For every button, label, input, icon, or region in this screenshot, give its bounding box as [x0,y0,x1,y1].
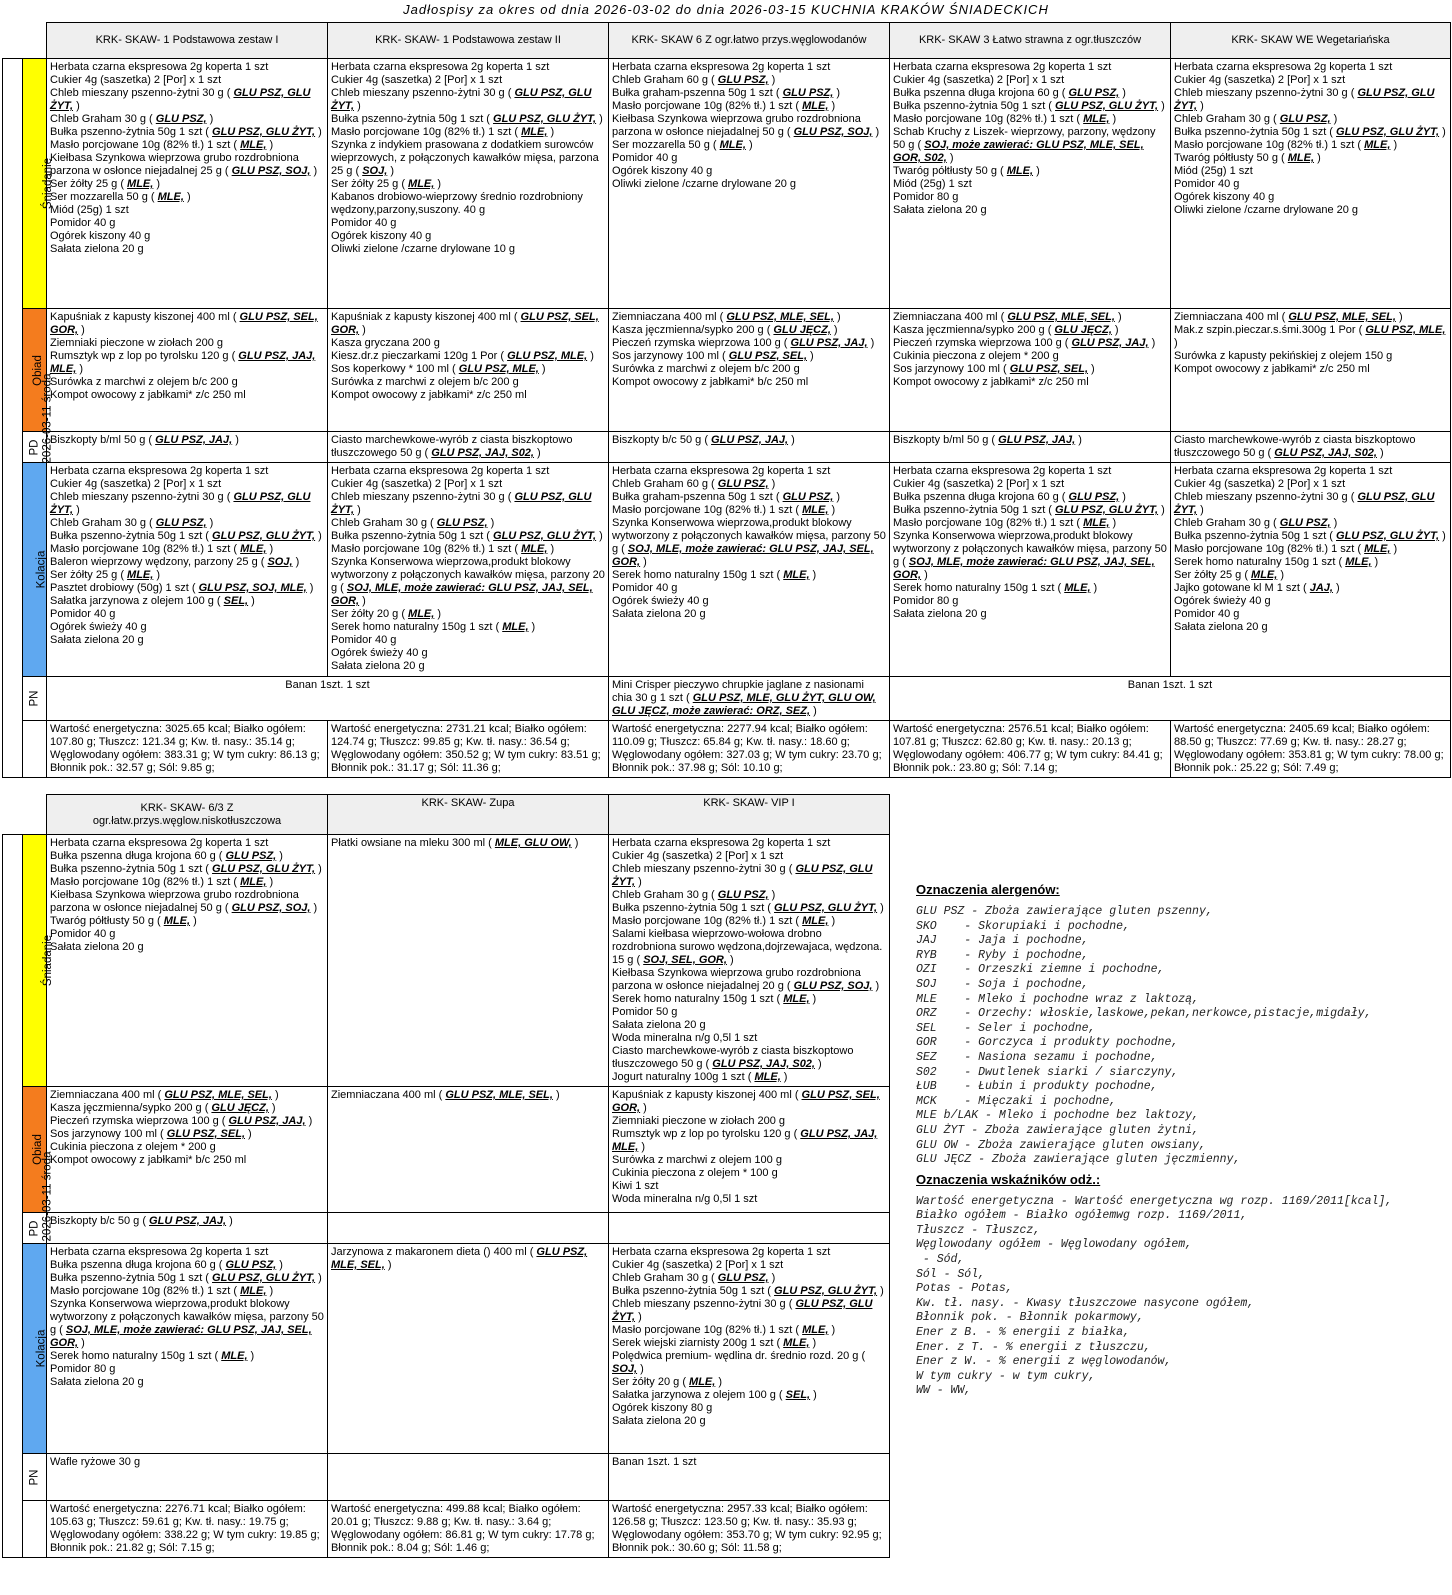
menu-line: Szynka z indykiem prasowana z dodatkiem surowców wieprzowych, z połączonych kawałków mięsa, parzona 25 g ( SOJ, ) [331,139,599,177]
menu-line: Bułka pszenno-żytnia 50g 1 szt ( GLU PSZ, GLU ŻYT, ) [50,126,322,138]
menu-line: Bułka pszenno-żytnia 50g 1 szt ( GLU PSZ, GLU ŻYT, ) [893,100,1165,112]
menu-line: Herbata czarna ekspresowa 2g koperta 1 szt [50,465,269,477]
menu-table-bottom [2,794,890,1558]
menu-line: Bułka pszenno-żytnia 50g 1 szt ( GLU PSZ, GLU ŻYT, ) [50,863,322,875]
menu-line: Masło porcjowane 10g (82% tł.) 1 szt ( MLE, ) [612,100,836,112]
menu-cell [47,1244,328,1454]
menu-line: Jogurt naturalny 100g 1 szt ( MLE, ) [612,1071,788,1083]
menu-line: Bułka pszenno-żytnia 50g 1 szt ( GLU PSZ, GLU ŻYT, ) [1174,530,1446,542]
menu-line: Baleron wieprzowy wędzony, parzony 25 g ( SOJ, ) [50,556,300,568]
menu-line: Ogórek kiszony 40 g [50,230,151,242]
menu-line: Pieczeń rzymska wieprzowa 100 g ( GLU PSZ, JAJ, ) [612,337,875,349]
menu-line: Mini Crisper pieczywo chrupkie jaglane z nasionami chia 30 g 1 szt ( GLU PSZ, MLE, GLU ŻYT, GLU OW, GLU JĘCZ, może zawierać: ORZ, SEZ, ) [612,679,876,717]
menu-line: Wartość energetyczna: 2276.71 kcal; Białko ogółem: 105.63 g; Tłuszcz: 59.61 g; Kw. tł. nasy.: 19.75 g; Węglowodany ogółem: 338.22 g; W tym cukry: 19.85 g; Błonnik pok.: 21.82 g; Sól: 7.15 g; [50,1503,320,1554]
menu-line: Ciasto marchewkowe-wyrób z ciasta biszkoptowo tłuszczowego 50 g ( GLU PSZ, JAJ, S02, ) [612,1045,854,1070]
menu-line: Pomidor 50 g [612,1006,678,1018]
menu-line: Twaróg półtłusty 50 g ( MLE, ) [893,165,1040,177]
menu-line: Pomidor 40 g [612,582,678,594]
menu-cell [890,677,1451,721]
menu-line: Sałata zielona 20 g [1174,621,1268,633]
menu-line: Wartość energetyczna: 2731.21 kcal; Białko ogółem: 124.74 g; Tłuszcz: 99.85 g; Kw. tł. nasy.: 36.54 g; Węglowodany ogółem: 350.52 g; W tym cukry: 83.51 g; Błonnik pok.: 31.17 g; Sól: 11.36 g; [331,723,601,774]
menu-line: Sałata zielona 20 g [331,660,425,672]
menu-line: Miód (25g) 1 szt [50,204,129,216]
menu-line: Masło porcjowane 10g (82% tł.) 1 szt ( MLE, ) [612,915,836,927]
menu-line: Ziemniaczana 400 ml ( GLU PSZ, MLE, SEL, ) [893,311,1122,323]
menu-line: Kasza jęczmienna/sypko 200 g ( GLU JĘCZ, ) [50,1102,276,1114]
menu-line: Polędwica premium- wędlina dr. średnio rozd. 20 g ( SOJ, ) [612,1350,866,1375]
menu-line: Chleb Graham 60 g ( GLU PSZ, ) [612,74,776,86]
menu-line: Herbata czarna ekspresowa 2g koperta 1 szt [612,61,831,73]
menu-cell [47,1454,328,1501]
menu-line: Pasztet drobiowy (50g) 1 szt ( GLU PSZ, SOJ, MLE, ) [50,582,314,594]
menu-cell [609,463,890,677]
menu-line: Cukinia pieczona z olejem * 100 g [612,1167,778,1179]
menu-line: Jajko gotowane kl M 1 szt ( JAJ, ) [1174,582,1340,594]
menu-line: Biszkopty b/c 50 g ( GLU PSZ, JAJ, ) [612,434,795,446]
menu-line: Wafle ryżowe 30 g [50,1456,141,1468]
menu-line: Pomidor 40 g [612,152,678,164]
menu-line: Surówka z marchwi z olejem b/c 200 g [50,376,238,388]
menu-line: Ogórek kiszony 40 g [331,230,432,242]
menu-line: Sałatka jarzynowa z olejem 100 g ( SEL, ) [612,1389,817,1401]
menu-line: Herbata czarna ekspresowa 2g koperta 1 szt [331,465,550,477]
meal-label-obiad: Obiad [23,1087,47,1213]
menu-cell [609,835,890,1087]
menu-line: Ziemniaczana 400 ml ( GLU PSZ, MLE, SEL, ) [612,311,841,323]
menu-cell [47,1087,328,1213]
menu-line: Banan 1szt. 1 szt [612,1456,697,1468]
menu-line: Pomidor 80 g [893,191,959,203]
menu-line: Cukier 4g (saszetka) 2 [Por] x 1 szt [893,478,1065,490]
menu-line: Herbata czarna ekspresowa 2g koperta 1 szt [1174,465,1393,477]
menu-line: Surówka z marchwi z olejem 100 g [612,1154,782,1166]
menu-line: Herbata czarna ekspresowa 2g koperta 1 szt [331,61,550,73]
menu-line: Bułka graham-pszenna 50g 1 szt ( GLU PSZ, ) [612,87,841,99]
menu-line: Banan 1szt. 1 szt [285,679,370,691]
menu-line: Kiełbasa Szynkowa wieprzowa grubo rozdrobniona parzona w osłonce niejadalnej 50 g ( GLU PSZ, SOJ, ) [612,113,880,138]
menu-line: Pomidor 80 g [893,595,959,607]
menu-line: Chleb mieszany pszenno-żytni 30 g ( GLU PSZ, GLU ŻYT, ) [50,491,311,516]
menu-line: Masło porcjowane 10g (82% tł.) 1 szt ( MLE, ) [50,1285,274,1297]
menu-cell [328,1244,609,1454]
menu-line: Schab Kruchy z Liszek- wieprzowy, parzony, wędzony 50 g ( SOJ, może zawierać: GLU PSZ, MLE, SEL, GOR, S02, ) [893,126,1156,164]
menu-line: Chleb mieszany pszenno-żytni 30 g ( GLU PSZ, GLU ŻYT, ) [331,491,592,516]
menu-line: Kompot owocowy z jabłkami* b/c 250 ml [612,376,809,388]
menu-cell [328,1087,609,1213]
menu-line: Herbata czarna ekspresowa 2g koperta 1 szt [612,1246,831,1258]
menu-cell [609,432,890,463]
menu-line: Kapuśniak z kapusty kiszonej 400 ml ( GLU PSZ, SEL, GOR, ) [612,1089,880,1114]
menu-line: Chleb Graham 30 g ( GLU PSZ, ) [50,517,214,529]
menu-line: Cukier 4g (saszetka) 2 [Por] x 1 szt [50,478,222,490]
menu-line: Herbata czarna ekspresowa 2g koperta 1 szt [50,61,269,73]
menu-line: Ser mozzarella 50 g ( MLE, ) [50,191,191,203]
menu-line: Surówka z marchwi z olejem b/c 200 g [612,363,800,375]
menu-line: Mak.z szpin.pieczar.s.śmi.300g 1 Por ( GLU PSZ, MLE, ) [1174,324,1446,349]
menu-line: Ogórek świeży 40 g [50,621,147,633]
menu-line: Chleb Graham 30 g ( GLU PSZ, ) [1174,517,1338,529]
menu-line: Ziemniaczana 400 ml ( GLU PSZ, MLE, SEL, ) [1174,311,1403,323]
menu-line: Bułka pszenno-żytnia 50g 1 szt ( GLU PSZ, GLU ŻYT, ) [331,113,603,125]
menu-line: Ogórek świeży 40 g [1174,595,1271,607]
menu-line: Bułka pszenno-żytnia 50g 1 szt ( GLU PSZ, GLU ŻYT, ) [612,902,884,914]
meal-label-sniadanie: Śniadanie [23,59,47,309]
menu-line: Salami kiełbasa wieprzowo-wołowa drobno rozdrobniona surowo wędzona,dojrzewajaca, wędzona. 15 g ( SOJ, SEL, GOR, ) [612,928,883,966]
menu-line: Cukier 4g (saszetka) 2 [Por] x 1 szt [50,74,222,86]
menu-line: Sos jarzynowy 100 ml ( GLU PSZ, SEL, ) [893,363,1095,375]
menu-cell [328,1213,609,1244]
menu-line: Pomidor 40 g [331,634,397,646]
menu-line: Kiwi 1 szt [612,1180,659,1192]
menu-line: Ciasto marchewkowe-wyrób z ciasta biszkoptowo tłuszczowego 50 g ( GLU PSZ, JAJ, S02, ) [331,434,573,459]
menu-line: Szynka Konserwowa wieprzowa,produkt blokowy wytworzony z połączonych kawałków mięsa, parzony 20 g ( SOJ, MLE, może zawierać: GLU PSZ, JAJ, SEL, GOR, ) [331,556,605,607]
menu-line: Bułka pszenno-żytnia 50g 1 szt ( GLU PSZ, GLU ŻYT, ) [331,530,603,542]
menu-line: Cukier 4g (saszetka) 2 [Por] x 1 szt [612,1259,784,1271]
menu-cell [47,309,328,432]
menu-line: Kiełbasa Szynkowa wieprzowa grubo rozdrobniona parzona w osłonce niejadalnej 50 g ( GLU PSZ, SOJ, ) [50,889,318,914]
menu-line: Chleb mieszany pszenno-żytni 30 g ( GLU PSZ, GLU ŻYT, ) [1174,491,1435,516]
date-label: 2026-03-11 środa [41,373,54,463]
menu-cell [890,309,1171,432]
menu-cell [609,1213,890,1244]
menu-line: Sałatka jarzynowa z olejem 100 g ( SEL, ) [50,595,255,607]
menu-line: Biszkopty b/ml 50 g ( GLU PSZ, JAJ, ) [50,434,239,446]
menu-line: Kiesz.dr.z pieczarkami 120g 1 Por ( GLU PSZ, MLE, ) [331,350,594,362]
menu-line: Rumsztyk wp z lop po tyrolsku 120 g ( GLU PSZ, JAJ, MLE, ) [612,1128,878,1153]
menu-line: Pomidor 40 g [1174,178,1240,190]
menu-line: Ser żółty 25 g ( MLE, ) [50,178,161,190]
menu-line: Serek homo naturalny 150g 1 szt ( MLE, ) [1174,556,1379,568]
menu-line: Cukier 4g (saszetka) 2 [Por] x 1 szt [612,850,784,862]
menu-line: Cukier 4g (saszetka) 2 [Por] x 1 szt [1174,74,1346,86]
menu-line: Płatki owsiane na mleku 300 ml ( MLE, GLU OW, ) [331,837,579,849]
diet-header: KRK- SKAW 3 Łatwo strawna z ogr.tłuszczów [890,23,1171,59]
diet-header: KRK- SKAW- 6/3 Z ogr.łatw.przys.węglow.niskotłuszczowa [47,795,328,835]
meal-label-pd: PD [23,1213,47,1244]
diet-header: KRK- SKAW- 1 Podstawowa zestaw I [47,23,328,59]
menu-line: Ziemniaki pieczone w ziołach 200 g [50,337,224,349]
menu-line: Biszkopty b/c 50 g ( GLU PSZ, JAJ, ) [50,1215,233,1227]
menu-line: Ogórek kiszony 80 g [612,1402,713,1414]
menu-line: Kiełbasa Szynkowa wieprzowa grubo rozdrobniona parzona w osłonce niejadalnej 20 g ( GLU PSZ, SOJ, ) [612,967,880,992]
menu-line: Pieczeń rzymska wieprzowa 100 g ( GLU PSZ, JAJ, ) [893,337,1156,349]
menu-line: Cukier 4g (saszetka) 2 [Por] x 1 szt [331,74,503,86]
menu-line: Wartość energetyczna: 2405.69 kcal; Białko ogółem: 88.50 g; Tłuszcz: 77.69 g; Kw. tł. nasy.: 28.27 g; Węglowodany ogółem: 353.81 g; W tym cukry: 78.00 g; Błonnik pok.: 25.22 g; Sól: 7.49 g; [1174,723,1444,774]
menu-cell [47,1213,328,1244]
menu-line: Ciasto marchewkowe-wyrób z ciasta biszkoptowo tłuszczowego 50 g ( GLU PSZ, JAJ, S02, ) [1174,434,1416,459]
menu-line: Herbata czarna ekspresowa 2g koperta 1 szt [1174,61,1393,73]
menu-line: Masło porcjowane 10g (82% tł.) 1 szt ( MLE, ) [331,126,555,138]
menu-line: Chleb mieszany pszenno-żytni 30 g ( GLU PSZ, GLU ŻYT, ) [612,863,873,888]
menu-line: Chleb Graham 30 g ( GLU PSZ, ) [331,517,495,529]
allergens-title: Oznaczenia alergenów: [916,882,1060,897]
menu-line: Kompot owocowy z jabłkami* z/c 250 ml [50,389,246,401]
nutrition-cell [47,721,328,778]
menu-line: Kompot owocowy z jabłkami* z/c 250 ml [1174,363,1370,375]
menu-line: Wartość energetyczna: 2277.94 kcal; Białko ogółem: 110.09 g; Tłuszcz: 65.84 g; Kw. tł. nasy.: 18.60 g; Węglowodany ogółem: 327.03 g; W tym cukry: 23.70 g; Błonnik pok.: 37.98 g; Sól: 10.10 g; [612,723,882,774]
menu-cell [609,59,890,309]
menu-line: Oliwki zielone /czarne drylowane 10 g [331,243,516,255]
allergens-list: GLU PSZ - Zboża zawierające gluten pszenny, SKO - Skorupiaki i pochodne, JAJ - Jaja i pochodne, RYB - Ryby i pochodne, OZI - Orzeszki ziemne i pochodne, SOJ - Soja i pochodne, MLE - Mleko i pochodne wraz z laktozą, ORZ - Orzechy: włoskie,laskowe,pekan,nerkowce,pistacje,migdały, SEL - Seler i pochodne, GOR - Gorczyca i produkty pochodne, SEZ - Nasiona sezamu i pochodne, S02 - Dwutlenek siarki / siarczyny, ŁUB - Łubin i produkty pochodne, MCK - Mięczaki i pochodne, MLE b/LAK - Mleko i pochodne bez laktozy, GLU ŻYT - Zboża zawierające gluten żytni, GLU OW - Zboża zawierające gluten owsiany, GLU JĘCZ - Zboża zawierające gluten jęczmienny, [916,905,1372,1167]
menu-line: Bułka pszenno-żytnia 50g 1 szt ( GLU PSZ, GLU ŻYT, ) [50,1272,322,1284]
menu-line: Bułka pszenna długa krojona 60 g ( GLU PSZ, ) [50,850,283,862]
menu-cell [609,1454,890,1501]
diet-header: KRK- SKAW- 1 Podstawowa zestaw II [328,23,609,59]
menu-line: Ser żółty 25 g ( MLE, ) [1174,569,1285,581]
menu-line: Sos jarzynowy 100 ml ( GLU PSZ, SEL, ) [50,1128,252,1140]
menu-cell [609,1087,890,1213]
menu-line: Serek homo naturalny 150g 1 szt ( MLE, ) [612,993,817,1005]
menu-line: Cukier 4g (saszetka) 2 [Por] x 1 szt [893,74,1065,86]
menu-line: Kompot owocowy z jabłkami* z/c 250 ml [893,376,1089,388]
menu-cell [328,463,609,677]
indicators-title: Oznaczenia wskaźników odż.: [916,1171,1101,1187]
menu-line: Pomidor 40 g [50,217,116,229]
menu-line: Jarzynowa z makaronem dieta () 400 ml ( GLU PSZ, MLE, SEL, ) [331,1246,588,1271]
menu-line: Ser żółty 20 g ( MLE, ) [612,1376,723,1388]
meal-label-blank [23,721,47,778]
menu-line: Serek homo naturalny 150g 1 szt ( MLE, ) [612,569,817,581]
menu-line: Twaróg półtłusty 50 g ( MLE, ) [50,915,197,927]
menu-line: Sałata zielona 20 g [612,1415,706,1427]
menu-line: Ziemniaczana 400 ml ( GLU PSZ, MLE, SEL, ) [50,1089,279,1101]
menu-line: Masło porcjowane 10g (82% tł.) 1 szt ( MLE, ) [612,1324,836,1336]
menu-line: Kabanos drobiowo-wieprzowy średnio rozdrobniony wędzony,parzony,suszony. 40 g [331,191,583,216]
menu-line: Bułka pszenna długa krojona 60 g ( GLU PSZ, ) [50,1259,283,1271]
menu-line: Pomidor 40 g [1174,608,1240,620]
menu-line: Serek wiejski ziarnisty 200g 1 szt ( MLE, ) [612,1337,817,1349]
menu-line: Masło porcjowane 10g (82% tł.) 1 szt ( MLE, ) [50,876,274,888]
menu-line: Pomidor 40 g [331,217,397,229]
nutrition-cell [328,1501,609,1558]
menu-cell [609,677,890,721]
menu-cell [890,59,1171,309]
menu-line: Masło porcjowane 10g (82% tł.) 1 szt ( MLE, ) [1174,139,1398,151]
menu-cell [1171,463,1451,677]
nutrition-cell [890,721,1171,778]
meal-label-blank [23,1501,47,1558]
menu-line: Ogórek kiszony 40 g [612,165,713,177]
menu-line: Pieczeń rzymska wieprzowa 100 g ( GLU PSZ, JAJ, ) [50,1115,313,1127]
menu-cell [328,835,609,1087]
menu-line: Woda mineralna n/g 0,5l 1 szt [612,1193,758,1205]
menu-line: Masło porcjowane 10g (82% tł.) 1 szt ( MLE, ) [50,139,274,151]
menu-line: Oliwki zielone /czarne drylowane 20 g [1174,204,1359,216]
menu-line: Sos koperkowy * 100 ml ( GLU PSZ, MLE, ) [331,363,546,375]
nutrition-cell [1171,721,1451,778]
menu-line: Kiełbasa Szynkowa wieprzowa grubo rozdrobniona parzona w osłonce niejadalnej 25 g ( GLU PSZ, SOJ, ) [50,152,318,177]
menu-line: Kasza gryczana 200 g [331,337,440,349]
menu-cell [47,59,328,309]
menu-line: Kapuśniak z kapusty kiszonej 400 ml ( GLU PSZ, SEL, GOR, ) [50,311,318,336]
menu-line: Serek homo naturalny 150g 1 szt ( MLE, ) [893,582,1098,594]
menu-line: Kompot owocowy z jabłkami* b/c 250 ml [50,1154,247,1166]
menu-line: Biszkopty b/ml 50 g ( GLU PSZ, JAJ, ) [893,434,1082,446]
diet-header: KRK- SKAW- Zupa [328,795,609,835]
menu-line: Chleb Graham 30 g ( GLU PSZ, ) [612,1272,776,1284]
menu-line: Sałata zielona 20 g [50,243,144,255]
menu-cell [47,835,328,1087]
menu-cell [47,677,609,721]
menu-line: Herbata czarna ekspresowa 2g koperta 1 szt [50,1246,269,1258]
menu-line: Sałata zielona 20 g [612,608,706,620]
indicators-list: Wartość energetyczna - Wartość energetyczna wg rozp. 1169/2011[kcal], Białko ogółem - Białko ogółemwg rozp. 1169/2011, Tłuszcz - Tłuszcz, Węglowodany ogółem - Węglowodany ogółem, - Sód, Sól - Sól, Potas - Potas, Kw. tł. nasy. - Kwasy tłuszczowe nasycone ogółem, Błonnik pok. - Błonnik pokarmowy, Ener z B. - % energii z białka, Ener. z T. - % energii z tłuszczu, Ener z W. - % energii z węglowodanów, W tym cukry - w tym cukry, WW - WW, [916,1194,1393,1398]
menu-line: Masło porcjowane 10g (82% tł.) 1 szt ( MLE, ) [893,113,1117,125]
menu-line: Oliwki zielone /czarne drylowane 20 g [612,178,797,190]
menu-line: Wartość energetyczna: 2576.51 kcal; Białko ogółem: 107.81 g; Tłuszcz: 62.80 g; Kw. tł. nasy.: 20.13 g; Węglowodany ogółem: 406.77 g; W tym cukry: 84.41 g; Błonnik pok.: 23.80 g; Sól: 7.14 g; [893,723,1163,774]
menu-line: Chleb Graham 30 g ( GLU PSZ, ) [1174,113,1338,125]
menu-line: Ziemniaki pieczone w ziołach 200 g [612,1115,786,1127]
menu-line: Masło porcjowane 10g (82% tł.) 1 szt ( MLE, ) [893,517,1117,529]
menu-line: Cukinia pieczona z olejem * 200 g [50,1141,216,1153]
menu-line: Szynka Konserwowa wieprzowa,produkt blokowy wytworzony z połączonych kawałków mięsa, parzony 50 g ( SOJ, MLE, może zawierać: GLU PSZ, JAJ, SEL, GOR, ) [893,530,1167,581]
menu-line: Bułka pszenno-żytnia 50g 1 szt ( GLU PSZ, GLU ŻYT, ) [893,504,1165,516]
menu-cell [328,1454,609,1501]
menu-line: Chleb mieszany pszenno-żytni 30 g ( GLU PSZ, GLU ŻYT, ) [50,87,311,112]
menu-line: Ser żółty 25 g ( MLE, ) [331,178,442,190]
menu-line: Ser żółty 25 g ( MLE, ) [50,569,161,581]
menu-cell [328,432,609,463]
menu-line: Serek homo naturalny 150g 1 szt ( MLE, ) [50,1350,255,1362]
menu-line: Chleb mieszany pszenno-żytni 30 g ( GLU PSZ, GLU ŻYT, ) [331,87,592,112]
menu-line: Masło porcjowane 10g (82% tł.) 1 szt ( MLE, ) [612,504,836,516]
menu-cell [328,309,609,432]
menu-line: Ser mozzarella 50 g ( MLE, ) [612,139,753,151]
meal-label-pd: PD [23,432,47,463]
menu-line: Kasza jęczmienna/sypko 200 g ( GLU JĘCZ, ) [612,324,838,336]
menu-line: Sałata zielona 20 g [50,1376,144,1388]
menu-cell [890,463,1171,677]
nutrition-cell [609,721,890,778]
menu-line: Szynka Konserwowa wieprzowa,produkt blokowy wytworzony z połączonych kawałków mięsa, parzony 50 g ( SOJ, MLE, może zawierać: GLU PSZ, JAJ, SEL, GOR, ) [50,1298,324,1349]
menu-line: Ziemniaczana 400 ml ( GLU PSZ, MLE, SEL, ) [331,1089,560,1101]
meal-label-kolacja: Kolacja [23,1244,47,1454]
menu-line: Chleb mieszany pszenno-żytni 30 g ( GLU PSZ, GLU ŻYT, ) [612,1298,873,1323]
menu-line: Kapuśniak z kapusty kiszonej 400 ml ( GLU PSZ, SEL, GOR, ) [331,311,599,336]
menu-line: Ogórek świeży 40 g [612,595,709,607]
menu-line: Bułka pszenna długa krojona 60 g ( GLU PSZ, ) [893,491,1126,503]
menu-cell [47,463,328,677]
menu-line: Kompot owocowy z jabłkami* z/c 250 ml [331,389,527,401]
document-title: Jadłospisy za okres od dnia 2026-03-02 do dnia 2026-03-15 KUCHNIA KRAKÓW ŚNIADECKICH [403,2,1049,17]
meal-label-pn: PN [23,1454,47,1501]
menu-line: Bułka pszenno-żytnia 50g 1 szt ( GLU PSZ, GLU ŻYT, ) [612,1285,884,1297]
menu-line: Woda mineralna n/g 0,5l 1 szt [612,1032,758,1044]
legend [916,882,1436,1399]
menu-line: Sałata zielona 20 g [50,941,144,953]
menu-line: Herbata czarna ekspresowa 2g koperta 1 szt [612,837,831,849]
menu-line: Banan 1szt. 1 szt [1127,679,1213,691]
meal-label-kolacja: Kolacja [23,463,47,677]
menu-line: Cukinia pieczona z olejem * 200 g [893,350,1059,362]
date-label: 2026-03-11 środa [41,1151,54,1241]
menu-line: Wartość energetyczna: 3025.65 kcal; Białko ogółem: 107.80 g; Tłuszcz: 121.34 g; Kw. tł. nasy.: 35.14 g; Węglowodany ogółem: 383.31 g; W tym cukry: 86.13 g; Błonnik pok.: 32.57 g; Sól: 9.85 g; [50,723,320,774]
menu-cell [609,1244,890,1454]
diet-header: KRK- SKAW 6 Z ogr.łatwo przys.węglowodanów [609,23,890,59]
menu-cell [609,309,890,432]
menu-line: Chleb Graham 30 g ( GLU PSZ, ) [50,113,214,125]
menu-line: Bułka graham-pszenna 50g 1 szt ( GLU PSZ, ) [612,491,841,503]
menu-line: Sałata zielona 20 g [893,608,987,620]
menu-line: Bułka pszenno-żytnia 50g 1 szt ( GLU PSZ, GLU ŻYT, ) [50,530,322,542]
menu-line: Herbata czarna ekspresowa 2g koperta 1 szt [893,465,1112,477]
menu-line: Herbata czarna ekspresowa 2g koperta 1 szt [893,61,1112,73]
menu-line: Masło porcjowane 10g (82% tł.) 1 szt ( MLE, ) [50,543,274,555]
menu-line: Chleb mieszany pszenno-żytni 30 g ( GLU PSZ, GLU ŻYT, ) [1174,87,1435,112]
menu-cell [47,432,328,463]
menu-line: Herbata czarna ekspresowa 2g koperta 1 szt [50,837,269,849]
menu-line: Chleb Graham 60 g ( GLU PSZ, ) [612,478,776,490]
meal-label-sniadanie: Śniadanie [23,835,47,1087]
menu-line: Sałata zielona 20 g [50,634,144,646]
menu-line: Pomidor 40 g [50,928,116,940]
menu-line: Bułka pszenna długa krojona 60 g ( GLU PSZ, ) [893,87,1126,99]
nutrition-cell [609,1501,890,1558]
nutrition-cell [328,721,609,778]
nutrition-cell [47,1501,328,1558]
menu-line: Surówka z kapusty pekińskiej z olejem 150 g [1174,350,1393,362]
menu-line: Miód (25g) 1 szt [893,178,972,190]
menu-line: Pomidor 40 g [50,608,116,620]
menu-table-top [2,22,1451,778]
menu-line: Wartość energetyczna: 499.88 kcal; Białko ogółem: 20.01 g; Tłuszcz: 9.88 g; Kw. tł. nasy.: 3.64 g; Węglowodany ogółem: 86.81 g; W tym cukry: 17.78 g; Błonnik pok.: 8.04 g; Sól: 1.46 g; [331,1503,595,1554]
menu-line: Sos jarzynowy 100 ml ( GLU PSZ, SEL, ) [612,350,814,362]
menu-line: Twaróg półtłusty 50 g ( MLE, ) [1174,152,1321,164]
menu-line: Masło porcjowane 10g (82% tł.) 1 szt ( MLE, ) [331,543,555,555]
menu-line: Bułka pszenno-żytnia 50g 1 szt ( GLU PSZ, GLU ŻYT, ) [1174,126,1446,138]
menu-line: Szynka Konserwowa wieprzowa,produkt blokowy wytworzony z połączonych kawałków mięsa, parzony 50 g ( SOJ, MLE, może zawierać: GLU PSZ, JAJ, SEL, GOR, ) [612,517,886,568]
menu-cell [1171,309,1451,432]
menu-line: Kasza jęczmienna/sypko 200 g ( GLU JĘCZ, ) [893,324,1119,336]
menu-line: Ogórek świeży 40 g [331,647,428,659]
diet-header: KRK- SKAW WE Wegetariańska [1171,23,1451,59]
menu-line: Sałata zielona 20 g [893,204,987,216]
menu-line: Surówka z marchwi z olejem b/c 200 g [331,376,519,388]
menu-cell [890,432,1171,463]
meal-label-obiad: Obiad [23,309,47,432]
menu-line: Cukier 4g (saszetka) 2 [Por] x 1 szt [1174,478,1346,490]
menu-line: Chleb Graham 30 g ( GLU PSZ, ) [612,889,776,901]
menu-line: Pomidor 80 g [50,1363,116,1375]
menu-cell [1171,432,1451,463]
menu-line: Rumsztyk wp z lop po tyrolsku 120 g ( GLU PSZ, JAJ, MLE, ) [50,350,316,375]
menu-line: Ser żółty 20 g ( MLE, ) [331,608,442,620]
menu-line: Wartość energetyczna: 2957.33 kcal; Białko ogółem: 126.58 g; Tłuszcz: 123.50 g; Kw. tł. nasy.: 35.93 g; Węglowodany ogółem: 353.70 g; W tym cukry: 92.95 g; Błonnik pok.: 30.60 g; Sól: 11.58 g; [612,1503,882,1554]
menu-line: Miód (25g) 1 szt [1174,165,1253,177]
meal-label-pn: PN [23,677,47,721]
menu-line: Cukier 4g (saszetka) 2 [Por] x 1 szt [331,478,503,490]
menu-cell [1171,59,1451,309]
menu-line: Ogórek kiszony 40 g [1174,191,1275,203]
menu-line: Masło porcjowane 10g (82% tł.) 1 szt ( MLE, ) [1174,543,1398,555]
menu-cell [328,59,609,309]
diet-header: KRK- SKAW- VIP I [609,795,890,835]
menu-line: Sałata zielona 20 g [612,1019,706,1031]
menu-line: Serek homo naturalny 150g 1 szt ( MLE, ) [331,621,536,633]
menu-line: Herbata czarna ekspresowa 2g koperta 1 szt [612,465,831,477]
